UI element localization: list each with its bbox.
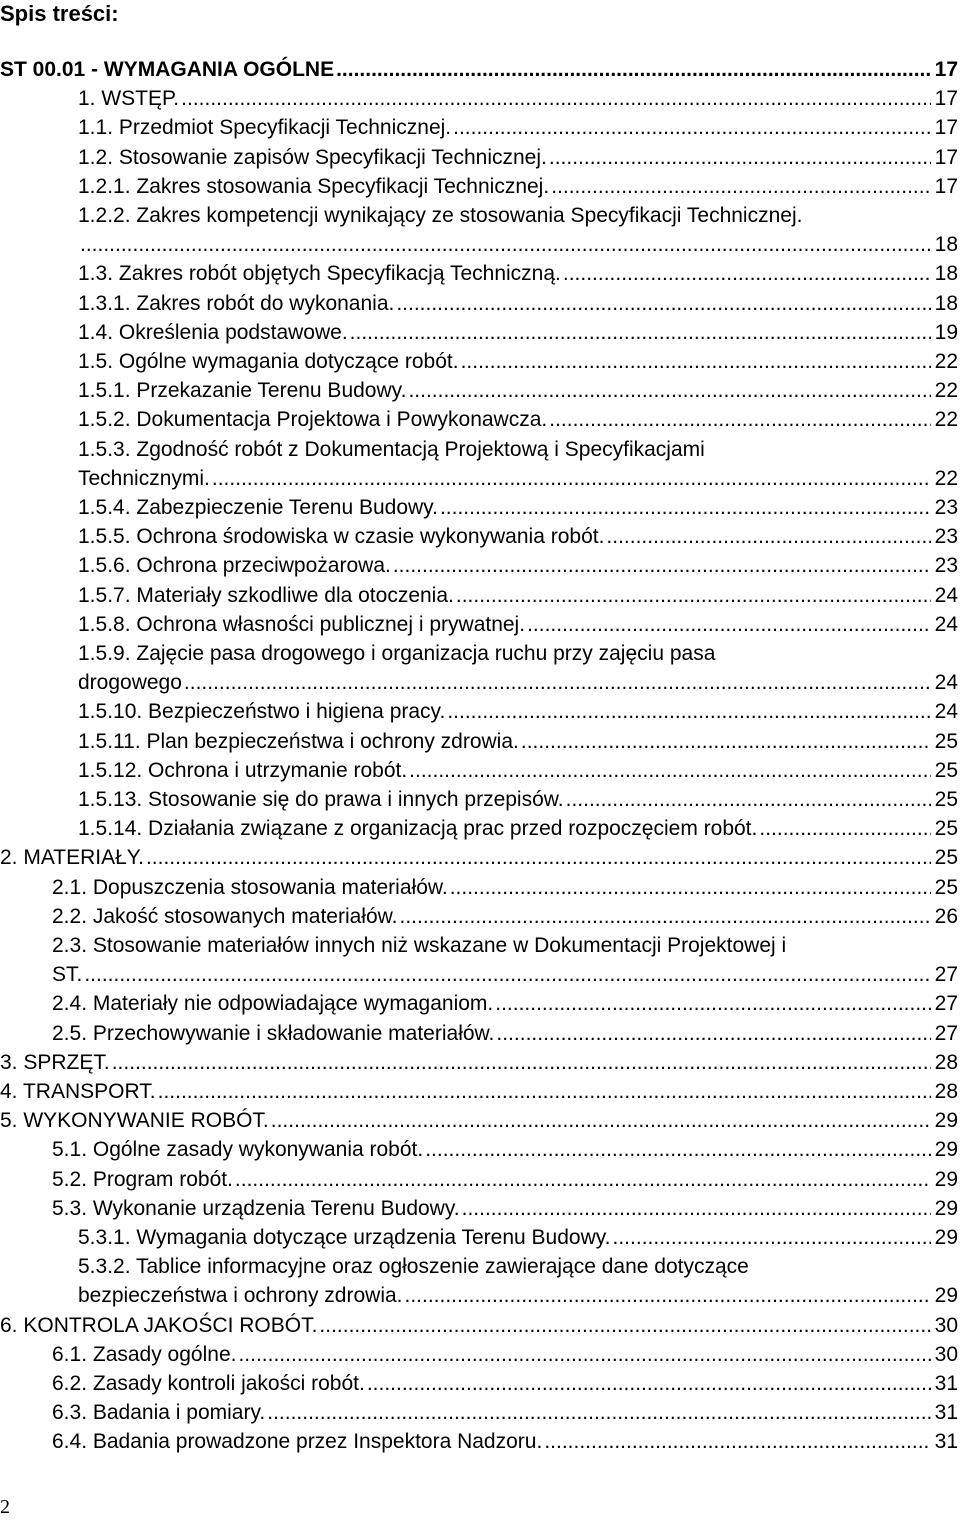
toc-entry-label: 1.1. Przedmiot Specyfikacji Technicznej. — [78, 116, 452, 139]
dot-leader — [146, 844, 931, 872]
toc-entry[interactable] — [78, 523, 958, 551]
toc-entry-page: 25 — [934, 788, 958, 811]
toc-entry-label: 4. TRANSPORT. — [0, 1080, 156, 1103]
toc-entry-label: 5.3. Wykonanie urządzenia Terenu Budowy. — [52, 1197, 460, 1220]
toc-entry-page: 25 — [934, 730, 958, 753]
page-number: 2 — [0, 1496, 10, 1518]
toc-entry-page: 29 — [934, 1284, 958, 1307]
toc-entry[interactable] — [52, 903, 958, 931]
toc-entry-page: 30 — [934, 1343, 958, 1366]
toc-entry[interactable] — [78, 611, 958, 639]
toc-entry-page: 28 — [934, 1080, 958, 1103]
toc-entry[interactable] — [78, 698, 958, 726]
toc-entry-page: 22 — [934, 408, 958, 431]
toc-entry-label: 2. MATERIAŁY. — [0, 846, 144, 869]
toc-entry-label: 5.3.1. Wymagania dotyczące urządzenia Terenu Budowy. — [78, 1226, 611, 1249]
toc-entry[interactable] — [78, 202, 802, 230]
toc-entry[interactable] — [78, 1253, 749, 1281]
toc-entry-page: 29 — [934, 1109, 958, 1132]
toc-entry-label: 1.5.3. Zgodność robót z Dokumentacją Projektową i Specyfikacjami — [78, 438, 705, 461]
toc-entry-label: 1.5.11. Plan bezpieczeństwa i ochrony zdrowia. — [78, 730, 519, 753]
toc-entry-label: 2.3. Stosowanie materiałów innych niż wskazane w Dokumentacji Projektowej i — [52, 934, 787, 957]
toc-entry[interactable] — [78, 786, 958, 814]
toc-entry-label: 1.5.4. Zabezpieczenie Terenu Budowy. — [78, 496, 438, 519]
toc-entry-label: 1.5.14. Działania związane z organizacją prac przed rozpoczęciem robót. — [78, 817, 758, 840]
dot-leader — [496, 1020, 930, 1048]
toc-entry[interactable] — [52, 1166, 958, 1194]
toc-entry-label: 1.5.10. Bezpieczeństwo i higiena pracy. — [78, 700, 446, 723]
toc-entry[interactable] — [52, 1136, 958, 1164]
toc-entry[interactable] — [52, 1428, 958, 1456]
toc-entry[interactable] — [78, 173, 958, 201]
toc-entry-page: 27 — [934, 1022, 958, 1045]
dot-leader — [549, 144, 931, 172]
toc-entry[interactable] — [78, 757, 958, 785]
toc-entry[interactable] — [0, 844, 958, 872]
dot-leader — [456, 582, 931, 610]
dot-leader — [544, 1428, 930, 1456]
toc-entry[interactable] — [0, 1107, 958, 1135]
toc-entry-label: 1.5.2. Dokumentacja Projektowa i Powykonawcza. — [78, 408, 548, 431]
toc-entry[interactable] — [78, 815, 958, 843]
dot-leader — [521, 728, 931, 756]
dot-leader — [450, 874, 931, 902]
dot-leader — [336, 56, 931, 84]
toc-entry-label: 1.5.8. Ochrona własności publicznej i prywatnej. — [78, 613, 526, 636]
toc-entry[interactable] — [78, 669, 958, 697]
dot-leader — [405, 1282, 931, 1310]
toc-entry-page: 29 — [934, 1226, 958, 1249]
dot-leader — [112, 1049, 931, 1077]
toc-entry-label: 1.5. Ogólne wymagania dotyczące robót. — [78, 350, 459, 373]
dot-leader — [80, 231, 931, 259]
toc-entry-label: 6.2. Zasady kontroli jakości robót. — [52, 1372, 365, 1395]
toc-entry-label: 2.4. Materiały nie odpowiadające wymaganiom. — [52, 992, 494, 1015]
dot-leader — [271, 1107, 931, 1135]
toc-entry[interactable] — [78, 1282, 958, 1310]
toc-entry[interactable] — [78, 231, 958, 259]
toc-entry[interactable] — [78, 728, 958, 756]
dot-leader — [551, 173, 930, 201]
toc-entry-page: 22 — [934, 379, 958, 402]
toc-entry[interactable] — [78, 85, 958, 113]
toc-entry-page: 28 — [934, 1051, 958, 1074]
dot-leader — [425, 1136, 930, 1164]
toc-entry[interactable] — [78, 582, 958, 610]
toc-entry[interactable] — [52, 1399, 958, 1427]
toc-entry[interactable] — [78, 406, 958, 434]
toc-entry-label: 1.5.13. Stosowanie się do prawa i innych przepisów. — [78, 788, 564, 811]
dot-leader — [408, 377, 930, 405]
toc-entry-page: 24 — [934, 584, 958, 607]
toc-entry-page: 17 — [934, 175, 958, 198]
toc-entry-label: ST. — [52, 963, 83, 986]
toc-entry[interactable] — [78, 114, 958, 142]
toc-entry-page: 17 — [934, 116, 958, 139]
toc-entry[interactable] — [78, 260, 958, 288]
dot-leader — [409, 757, 930, 785]
toc-entry[interactable] — [78, 348, 958, 376]
toc-entry-label: 6.3. Badania i pomiary. — [52, 1401, 266, 1424]
dot-leader — [447, 698, 930, 726]
toc-entry-page: 23 — [934, 496, 958, 519]
dot-leader — [453, 114, 931, 142]
toc-entry-page: 17 — [934, 87, 958, 110]
dot-leader — [613, 1224, 931, 1252]
dot-leader — [238, 1341, 930, 1369]
toc-entry[interactable] — [52, 874, 958, 902]
toc-entry-page: 24 — [934, 613, 958, 636]
toc-entry[interactable] — [0, 56, 958, 84]
toc-entry[interactable] — [78, 1224, 958, 1252]
toc-entry[interactable] — [52, 1370, 958, 1398]
toc-entry[interactable] — [52, 961, 958, 989]
dot-leader — [235, 1166, 931, 1194]
toc-entry-page: 23 — [934, 554, 958, 577]
toc-entry-label: 1.2.2. Zakres kompetencji wynikający ze stosowania Specyfikacji Technicznej. — [78, 204, 803, 227]
toc-entry-label: 6. KONTROLA JAKOŚCI ROBÓT. — [0, 1314, 318, 1337]
toc-entry[interactable] — [52, 1020, 958, 1048]
toc-entry[interactable] — [0, 1078, 958, 1106]
toc-entry-page: 31 — [934, 1430, 958, 1453]
toc-entry-label: 2.2. Jakość stosowanych materiałów. — [52, 905, 398, 928]
toc-entry[interactable] — [78, 290, 958, 318]
dot-leader — [563, 260, 931, 288]
dot-leader — [367, 1370, 931, 1398]
toc-entry-label: 5.1. Ogólne zasady wykonywania robót. — [52, 1138, 424, 1161]
toc-entry-page: 25 — [934, 846, 958, 869]
toc-entry-label: Technicznymi. — [78, 467, 210, 490]
toc-entry-label: 1. WSTĘP. — [78, 87, 180, 110]
toc-entry-label: 5.2. Program robót. — [52, 1168, 233, 1191]
toc-entry-page: 23 — [934, 525, 958, 548]
toc-entry-label: 1.5.1. Przekazanie Terenu Budowy. — [78, 379, 407, 402]
toc-entry-label: bezpieczeństwa i ochrony zdrowia. — [78, 1284, 403, 1307]
toc-entry-page: 18 — [934, 233, 958, 256]
toc-entry-page: 18 — [934, 262, 958, 285]
dot-leader — [461, 348, 931, 376]
toc-entry[interactable] — [52, 1341, 958, 1369]
toc-entry-page: 26 — [934, 905, 958, 928]
dot-leader — [549, 406, 930, 434]
toc-entry-label: 1.4. Określenia podstawowe. — [78, 321, 348, 344]
toc-entry-label: 1.5.7. Materiały szkodliwe dla otoczenia. — [78, 584, 454, 607]
dot-leader — [495, 990, 930, 1018]
toc-entry-page: 24 — [934, 700, 958, 723]
dot-leader — [527, 611, 931, 639]
toc-entry[interactable] — [78, 640, 715, 668]
toc-entry-page: 17 — [934, 146, 958, 169]
toc-entry-label: 1.3.1. Zakres robót do wykonania. — [78, 292, 395, 315]
dot-leader — [396, 290, 930, 318]
toc-entry-label: 5. WYKONYWANIE ROBÓT. — [0, 1109, 269, 1132]
dot-leader — [462, 1195, 931, 1223]
toc-entry-page: 31 — [934, 1372, 958, 1395]
toc-heading: Spis treści: — [0, 1, 119, 26]
toc-entry-page: 29 — [934, 1168, 958, 1191]
toc-entry-label: 1.5.5. Ochrona środowiska w czasie wykonywania robót. — [78, 525, 605, 548]
dot-leader — [759, 815, 930, 843]
toc-entry-page: 29 — [934, 1197, 958, 1220]
toc-entry-label: 1.2.1. Zakres stosowania Specyfikacji Technicznej. — [78, 175, 550, 198]
toc-entry[interactable] — [78, 377, 958, 405]
toc-entry-label: 3. SPRZĘT. — [0, 1051, 110, 1074]
dot-leader — [158, 1078, 931, 1106]
toc-entry-page: 30 — [934, 1314, 958, 1337]
dot-leader — [184, 669, 931, 697]
dot-leader — [267, 1399, 930, 1427]
toc-entry-label: 6.1. Zasady ogólne. — [52, 1343, 237, 1366]
toc-entry-page: 27 — [934, 963, 958, 986]
toc-entry-page: 25 — [934, 759, 958, 782]
toc-entry-page: 18 — [934, 292, 958, 315]
toc-entry[interactable] — [78, 465, 958, 493]
toc-entry-label: 2.1. Dopuszczenia stosowania materiałów. — [52, 876, 448, 899]
dot-leader — [350, 319, 931, 347]
toc-entry-page: 22 — [934, 350, 958, 373]
toc-entry-label: 2.5. Przechowywanie i składowanie materiałów. — [52, 1022, 495, 1045]
toc-entry[interactable] — [78, 436, 705, 464]
toc-entry-page: 27 — [934, 992, 958, 1015]
dot-leader — [181, 85, 930, 113]
toc-entry[interactable] — [52, 932, 786, 960]
toc-entry-page: 25 — [934, 817, 958, 840]
dot-leader — [393, 552, 931, 580]
dot-leader — [212, 465, 931, 493]
toc-entry[interactable] — [52, 990, 958, 1018]
toc-entry-page: 29 — [934, 1138, 958, 1161]
toc-entry-label: 1.2. Stosowanie zapisów Specyfikacji Technicznej. — [78, 146, 547, 169]
toc-entry-page: 25 — [934, 876, 958, 899]
toc-entry-label: drogowego — [78, 671, 182, 694]
toc-entry-label: 1.5.9. Zajęcie pasa drogowego i organizacja ruchu przy zajęciu pasa — [78, 642, 716, 665]
toc-entry[interactable] — [78, 552, 958, 580]
toc-entry-page: 31 — [934, 1401, 958, 1424]
toc-entry-label: 1.5.6. Ochrona przeciwpożarowa. — [78, 554, 391, 577]
dot-leader — [566, 786, 931, 814]
toc-entry-label: 6.4. Badania prowadzone przez Inspektora Nadzoru. — [52, 1430, 543, 1453]
toc-entry[interactable] — [78, 494, 958, 522]
toc-entry-page: 19 — [934, 321, 958, 344]
toc-entry-label: 1.3. Zakres robót objętych Specyfikacją Techniczną. — [78, 262, 561, 285]
toc-entry[interactable] — [78, 144, 958, 172]
toc-entry-page: 22 — [934, 467, 958, 490]
toc-entry-label: 1.5.12. Ochrona i utrzymanie robót. — [78, 759, 408, 782]
toc-entry-label: ST 00.01 - WYMAGANIA OGÓLNE — [0, 58, 335, 81]
dot-leader — [84, 961, 930, 989]
toc-entry[interactable] — [0, 1049, 958, 1077]
toc-entry-page: 24 — [934, 671, 958, 694]
dot-leader — [440, 494, 931, 522]
toc-entry[interactable] — [78, 319, 958, 347]
dot-leader — [400, 903, 931, 931]
dot-leader — [319, 1312, 930, 1340]
toc-entry[interactable] — [52, 1195, 958, 1223]
toc-entry[interactable] — [0, 1312, 958, 1340]
toc-entry-page: 17 — [934, 58, 958, 81]
dot-leader — [606, 523, 930, 551]
toc-entry-label: 5.3.2. Tablice informacyjne oraz ogłoszenie zawierające dane dotyczące — [78, 1255, 749, 1278]
